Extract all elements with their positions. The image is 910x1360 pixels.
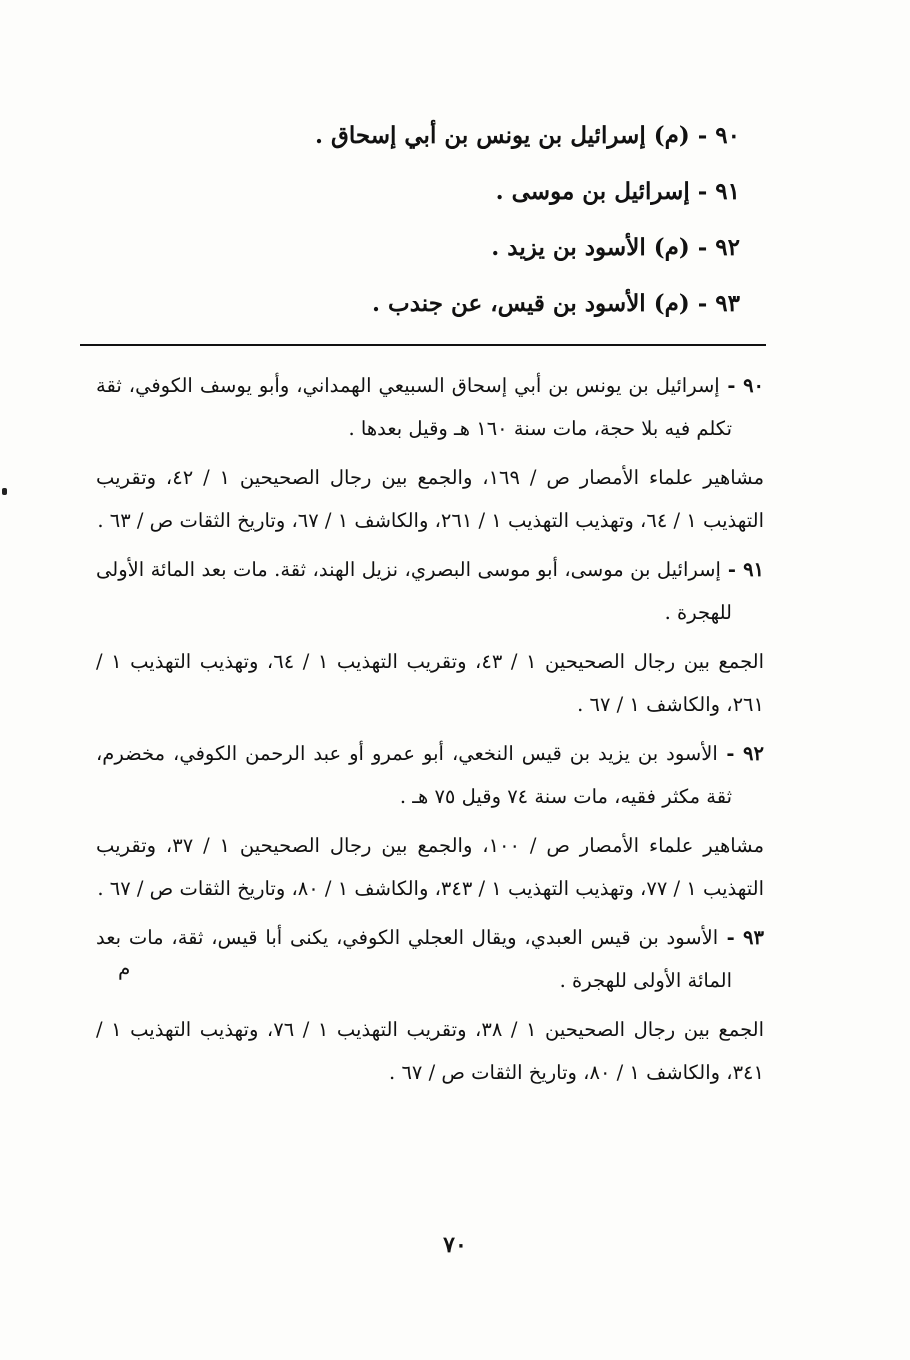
footnote-entry (96, 364, 764, 542)
margin-mark: م (118, 956, 131, 980)
entry-body (96, 364, 765, 450)
entry-body (96, 916, 764, 1002)
entry-references: مشاهير علماء الأمصار ص / ١٠٠، والجمع بين رجال الصحيحين ١ / ٣٧، وتقريب التهذيب ١ / ٧٧، وتهذيب التهذيب ١ / ٣٤٣، والكاشف ١ / ٨٠، وتاريخ الثقات ص / ٦٧ . (96, 834, 765, 900)
footnote-divider (80, 344, 766, 346)
entry-number: ٩٢ - (717, 742, 764, 765)
entry-text: إسرائيل بن موسى، أبو موسى البصري، نزيل الهند، ثقة. مات بعد المائة الأولى للهجرة . (96, 558, 732, 624)
scan-speck (2, 488, 7, 495)
entry-number: ٩٣ - (718, 926, 764, 949)
entry-references: مشاهير علماء الأمصار ص / ١٦٩، والجمع بين رجال الصحيحين ١ / ٤٢، وتقريب التهذيب ١ / ٦٤، وتهذيب التهذيب ١ / ٢٦١، والكاشف ١ / ٦٧، وتاريخ الثقات ص / ٦٣ . (96, 466, 765, 532)
footnotes (96, 364, 764, 1100)
chapter-headings (180, 108, 740, 332)
entry-references: الجمع بين رجال الصحيحين ١ / ٣٨، وتقريب التهذيب ١ / ٧٦، وتهذيب التهذيب ١ / ٣٤١، والكاشف ١ / ٨٠، وتاريخ الثقات ص / ٦٧ . (96, 1018, 765, 1084)
entry-references: الجمع بين رجال الصحيحين ١ / ٤٣، وتقريب التهذيب ١ / ٦٤، وتهذيب التهذيب ١ / ٢٦١، والكاشف ١ / ٦٧ . (96, 650, 765, 716)
heading-line: ٩٢ - (م) الأسود بن يزيد . (491, 234, 740, 261)
heading-line: ٩٠ - (م) إسرائيل بن يونس بن أبي إسحاق . (315, 122, 740, 149)
entry-text: الأسود بن يزيد بن قيس النخعي، أبو عمرو أو عبد الرحمن الكوفي، مخضرم، ثقة مكثر فقيه، مات سنة ٧٤ وقيل ٧٥ هـ . (96, 742, 732, 808)
entry-body (96, 548, 765, 634)
entry-body (96, 732, 764, 818)
footnote-entry (96, 916, 764, 1094)
footnote-entry (96, 548, 764, 726)
entry-text: الأسود بن قيس العبدي، ويقال العجلي الكوفي، يكنى أبا قيس، ثقة، مات بعد المائة الأولى للهجرة . (96, 926, 732, 992)
entry-number: ٩٠ - (719, 374, 765, 397)
heading-line: ٩١ - إسرائيل بن موسى . (495, 178, 740, 205)
entry-number: ٩١ - (720, 558, 765, 581)
footnote-entry (96, 732, 764, 910)
entry-text: إسرائيل بن يونس بن أبي إسحاق السبيعي الهمداني، وأبو يوسف الكوفي، ثقة تكلم فيه بلا حجة، مات سنة ١٦٠ هـ وقيل بعدها . (96, 374, 732, 440)
heading-line: ٩٣ - (م) الأسود بن قيس، عن جندب . (372, 290, 740, 317)
page-number: ٧٠ (443, 1232, 467, 1258)
